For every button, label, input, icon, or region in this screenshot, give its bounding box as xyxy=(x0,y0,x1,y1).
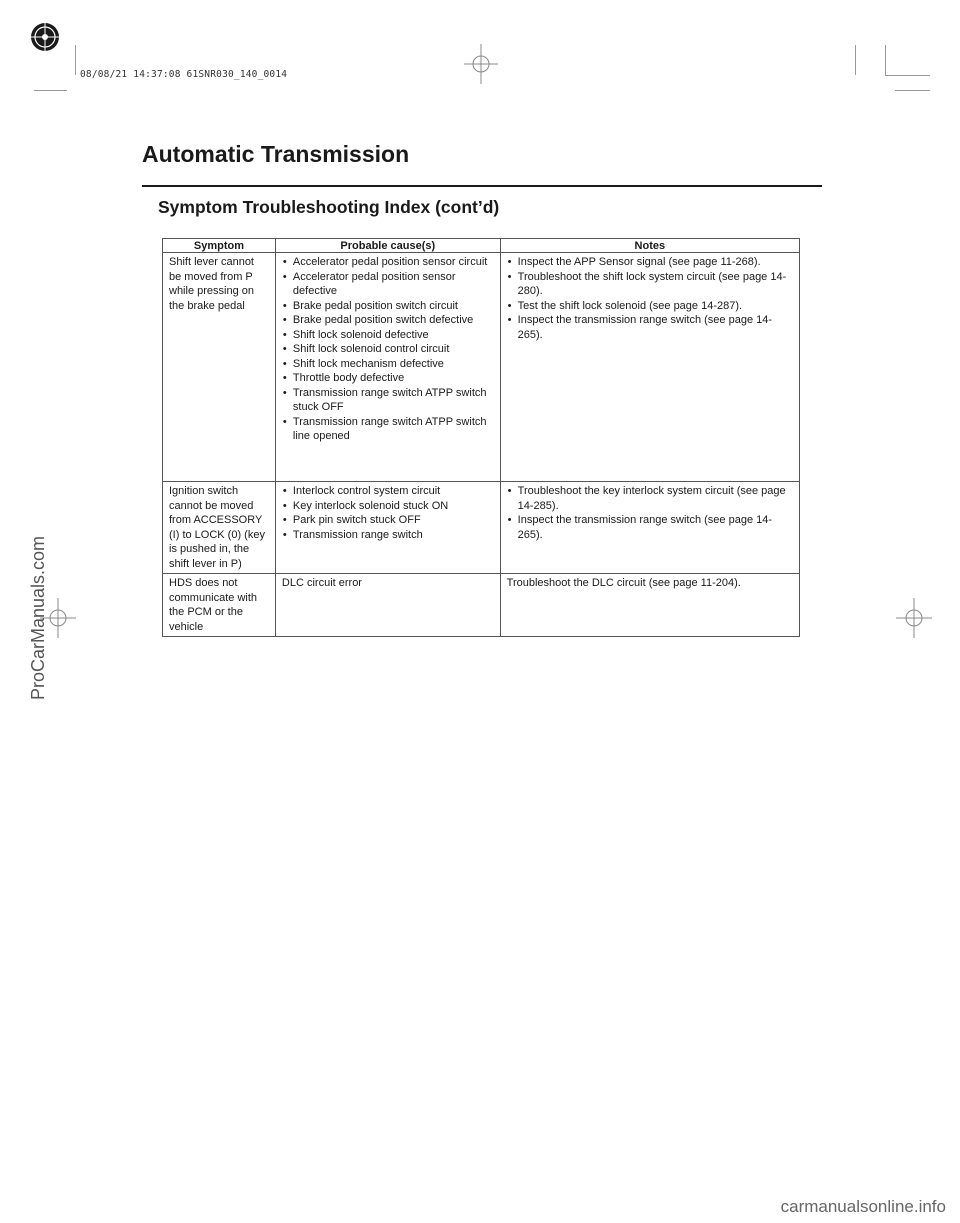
list-item: • Troubleshoot the key interlock system circuit (see page 14-285). xyxy=(507,484,793,513)
table-row xyxy=(163,253,800,482)
list-item: • Inspect the APP Sensor signal (see page 11-268). xyxy=(507,255,793,270)
crosshair-right-icon xyxy=(896,598,932,638)
list-item: • Transmission range switch ATPP switch line opened xyxy=(282,415,494,444)
header-notes: Notes xyxy=(500,239,799,253)
header-symptom: Symptom xyxy=(163,239,276,253)
page-title: Automatic Transmission xyxy=(142,141,410,167)
list-item: • Interlock control system circuit xyxy=(282,484,494,499)
symptom-cell: Shift lever cannot be moved from P while pressing on the brake pedal xyxy=(163,253,276,482)
causes-cell: DLC circuit error xyxy=(275,574,500,637)
section-title: Symptom Troubleshooting Index (cont’d) xyxy=(158,197,500,217)
list-item: • Throttle body defective xyxy=(282,371,494,386)
list-item: • Key interlock solenoid stuck ON xyxy=(282,499,494,514)
side-watermark: ProCarManuals.com xyxy=(28,535,48,700)
list-item: • Inspect the transmission range switch (see page 14-265). xyxy=(507,513,793,542)
notes-list xyxy=(507,484,793,542)
list-item: • Transmission range switch ATPP switch stuck OFF xyxy=(282,386,494,415)
notes-cell xyxy=(500,253,799,482)
print-stamp: 08/08/21 14:37:08 61SNR030_140_0014 xyxy=(80,69,288,80)
list-item: • Shift lock mechanism defective xyxy=(282,357,494,372)
list-item: • Inspect the transmission range switch (see page 14-265). xyxy=(507,313,793,342)
list-item: • Brake pedal position switch defective xyxy=(282,313,494,328)
list-item: • Brake pedal position switch circuit xyxy=(282,299,494,314)
list-item: • Troubleshoot the shift lock system circuit (see page 14-280). xyxy=(507,270,793,299)
causes-list xyxy=(282,255,494,444)
list-item: • Park pin switch stuck OFF xyxy=(282,513,494,528)
crosshair-top-icon xyxy=(464,44,498,84)
header-probable-causes: Probable cause(s) xyxy=(275,239,500,253)
causes-cell xyxy=(275,482,500,574)
title-divider xyxy=(142,185,822,187)
symptom-cell: Ignition switch cannot be moved from ACCESSORY (I) to LOCK (0) (key is pushed in, the shift lever in P) xyxy=(163,482,276,574)
table-row xyxy=(163,574,800,637)
bottom-watermark: carmanualsonline.info xyxy=(780,1197,946,1216)
notes-cell xyxy=(500,482,799,574)
notes-list xyxy=(507,255,793,342)
list-item: • Accelerator pedal position sensor defective xyxy=(282,270,494,299)
table-row xyxy=(163,482,800,574)
notes-cell: Troubleshoot the DLC circuit (see page 11-204). xyxy=(500,574,799,637)
list-item: • Shift lock solenoid control circuit xyxy=(282,342,494,357)
causes-list xyxy=(282,484,494,542)
causes-cell xyxy=(275,253,500,482)
list-item: • Test the shift lock solenoid (see page 14-287). xyxy=(507,299,793,314)
table-header-row xyxy=(163,239,800,253)
list-item: • Shift lock solenoid defective xyxy=(282,328,494,343)
registration-mark-filled-icon xyxy=(26,18,64,56)
list-item: • Accelerator pedal position sensor circuit xyxy=(282,255,494,270)
symptom-table xyxy=(162,238,800,637)
symptom-cell: HDS does not communicate with the PCM or the vehicle xyxy=(163,574,276,637)
list-item: • Transmission range switch xyxy=(282,528,494,543)
